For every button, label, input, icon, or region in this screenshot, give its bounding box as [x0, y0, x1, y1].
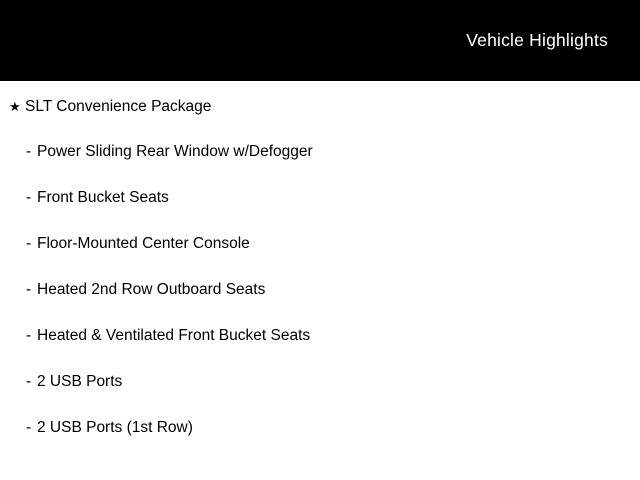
dash-icon: -: [26, 281, 32, 299]
list-item: [0, 143, 640, 161]
highlights-list: [0, 98, 640, 437]
dash-icon: -: [26, 327, 32, 345]
feature-label: 2 USB Ports (1st Row): [37, 419, 193, 437]
feature-label: 2 USB Ports: [37, 373, 123, 391]
list-item: [0, 281, 640, 299]
dash-icon: -: [26, 143, 32, 161]
feature-label: Power Sliding Rear Window w/Defogger: [37, 143, 313, 161]
list-item: [0, 419, 640, 437]
dash-icon: -: [26, 189, 32, 207]
feature-label: Front Bucket Seats: [37, 189, 169, 207]
feature-label: Heated & Ventilated Front Bucket Seats: [37, 327, 311, 345]
dash-icon: -: [26, 373, 32, 391]
list-item: [0, 373, 640, 391]
page-title: Vehicle Highlights: [466, 30, 608, 50]
star-icon: ★: [9, 99, 21, 114]
feature-label: Floor-Mounted Center Console: [37, 235, 250, 253]
dash-icon: -: [26, 235, 32, 253]
header-bar: [0, 0, 640, 81]
list-item: [0, 235, 640, 253]
list-item-package: [0, 98, 640, 115]
feature-label: Heated 2nd Row Outboard Seats: [37, 281, 266, 299]
list-item: [0, 189, 640, 207]
package-label: SLT Convenience Package: [25, 98, 212, 115]
list-item: [0, 327, 640, 345]
dash-icon: -: [26, 419, 32, 437]
